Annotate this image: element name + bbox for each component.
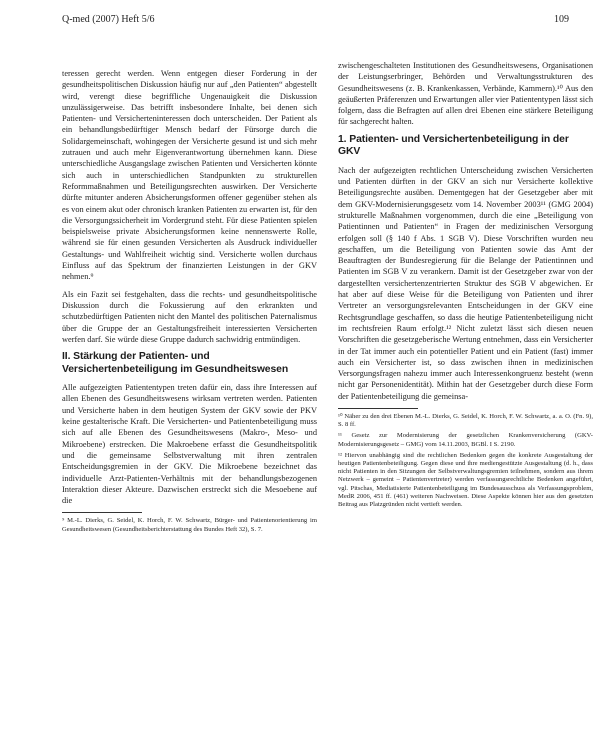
right-paragraph-2: Nach der aufgezeigten rechtlichen Unterscheidung zwischen Versicherten und Patienten dürften in der GKV an sich nur Versicherte kollektive Beteiligungsrechte ausüben. Dementgegen hat der Gesetzgeber aber mit dem GKV-Modernisierungsgesetz vom 14. November 2003¹¹ (GMG 2004) strukturelle Maßnahmen vorgenommen, durch die eine „Beteiligung von Patientinnen und Patienten“ in Fragen der medizinischen Versorgung erfolgen soll (§ 140 f Abs. 1 SGB V). Diese Vorschriften wurden neu geschaffen, um die Beteiligung von Patienten sowie das Amt der Beauftragten der Bundesregierung für die Belange der Patientinnen und Patienten im SGB V zu verankern. Damit ist der Gesetzgeber zwar von der dargestellten versichertenzentrierten Struktur des SGB V abgewichen. Er hat aber auf diese Weise für die Beteiligung von Patienten und ihrer Vertreter an versorgungsrelevanten Entscheidungen in der GKV eine Rechtsgrundlage geschaffen, so dass die heutige Patientenbeteiligung nicht im rechtsfreien Raum erfolgt.¹² Nicht zuletzt lässt sich diesen neuen Vorschriften die gesetzgeberische Wertung entnehmen, dass ein Versicherter in der Tat immer auch ein potentieller Patient und ein Patient (fast) immer auch ein Versicherter ist, so dass zwischen ihnen in medizinischen Versorgungsfragen nahezu immer auch Interessenkongruenz besteht (wenn nicht gar Personenidentität). Mithin hat der Gesetzgeber durch diese Form der Patientenbeteiligung die gemeinsa-	[338, 165, 593, 401]
footnote-11: ¹¹ Gesetz zur Modernisierung der gesetzlichen Krankenversicherung (GKV-Modernisierungsgesetz – GMG) vom 14.11.2003, BGBl. I S. 2190.	[338, 432, 593, 448]
footnote-divider	[338, 408, 418, 409]
journal-citation: Q-med (2007) Heft 5/6	[62, 14, 155, 25]
footnote-12: ¹² Hiervon unabhängig sind die rechtlichen Bedenken gegen die konkrete Ausgestaltung der heutigen Patientenbeteiligung. Gegen diese und ihre mediengestützte Ausgestaltung (d. h., dass nicht Patienten in den Sitzungen der Selbstverwaltungsgremien teilnehmen, sondern aus ihrem Netzwerk – gemeint – Patientenvertreter) werden verfassungsrechtliche Bedenken angeführt, vgl. Pitschas, Mediatisierte Patientenbeteiligung im Bundesausschuss als Verfassungsproblem, MedR 2006, 451 ff. (461) weiteren Nachweisen. Diese Aspekte können hier aus den gesetzten Beitrag aus Platzgründen nicht vertieft werden.	[338, 451, 593, 509]
section-heading-1: 1. Patienten- und Versichertenbeteiligung in der GKV	[338, 133, 569, 158]
left-column	[62, 68, 317, 537]
footnote-10: ¹⁰ Näher zu den drei Ebenen M.-L. Dierks, G. Seidel, K. Horch, F. W. Schwartz, a. a. O. (Fn. 9), S. 8 ff.	[338, 413, 593, 429]
page-number: 109	[554, 14, 569, 25]
left-column-body	[62, 68, 317, 345]
left-paragraph-2: Als ein Fazit sei festgehalten, dass die rechts- und gesundheitspolitische Diskussion durch die Fokussierung auf den erkrankten und schutzbedürftigen Patienten nicht den Mantel des politischen Paternalismus über die Gruppe der an Gestaltungsfreiheit interessierten Versicherten werfen darf. Sie würde diese Gruppe dadurch sachwidrig entmündigen.	[62, 289, 317, 344]
right-footnotes	[338, 413, 593, 509]
footnote-9: ⁹ M.-L. Dierks, G. Seidel, K. Horch, F. W. Schwartz, Bürger- und Patientenorientierung im Gesundheitswesen (Gesundheitsberichterstattung des Bundes Heft 32), S. 7.	[62, 517, 317, 533]
left-paragraph-3: Alle aufgezeigten Patiententypen treten dafür ein, dass ihre Interessen auf allen Ebenen des Gesundheitswesens wirksam vertreten werden. Patienten und Versicherte haben in dem heutigen System der GKV sowie der PKV keine gestalterische Kraft. Die Versicherten- und Patientenbeteiligung muss sich auf alle Ebenen des Gesundheitswesens (Makro-, Meso- und Mikroebene) erstrecken. Die Makroebene erfasst die Gesundheitspolitik und die gemeinsame Selbstverwaltung mit ihren zentralen Entscheidungsgremien in der GKV. Die Mikroebene bezeichnet das individuelle Arzt-Patienten-Verhältnis mit der behandlungsbezogenen Interaktion dieser Akteure. Dazwischen erstreckt sich die Mesoebene auf die	[62, 383, 317, 506]
section-heading-ii: II. Stärkung der Patienten- und Versichertenbeteiligung im Gesundheitswesen	[62, 351, 289, 375]
page-header	[62, 14, 569, 28]
left-paragraph-1: teressen gerecht werden. Wenn entgegen dieser Forderung in der gesundheitspolitischen Diskussion häufig nur auf „den Patienten“ abgestellt wird, verengt diese begriffliche Ungenauigkeit die Diskussion unzulässigerweise. Das betrifft insbesondere Inhalte, bei denen sich Patienten- und Versicherteninteressen doch unterscheiden. Der Patient als ein behandlungsbedürftiger Mensch bedarf der Fürsorge durch die Solidargemeinschaft, wohingegen der Versicherte gesund ist und sich mehr zutrauen und auch mehr Eigenverantwortung übernehmen kann. Diese unterschiedliche Ausgangslage zwischen Patienten und Versicherten könnte sich auch in unterschiedlichen Standpunkten zu strukturellen Reformmaßnahmen und Beteiligungsrechten auswirken. Der Versicherte dürfte mitunter anderen Absicherungsformen offener gegenüber stehen als es von einem akut oder chronisch kranken Patienten zu erwarten ist, für den die Versorgungssicherheit im Vordergrund steht. Für diese Patienten spielen beispielsweise private Absicherungsformen keine nennenswerte Rolle, während sie für einen gesunden Versicherten als Ausdruck individueller Gestaltungs- und Wahlfreiheit wichtig sind. Versicherte wollen durchaus Einfluss auf das Spektrum der finanzierten Leistungen in der GKV nehmen.⁹	[62, 69, 317, 282]
right-column	[338, 60, 593, 512]
left-footnotes	[62, 517, 317, 533]
footnote-divider	[62, 512, 142, 513]
right-paragraph-1: zwischengeschalteten Institutionen des Gesundheitswesens, Organisationen der Leistungserbringer, Behörden und Verwaltungsstrukturen des Gesundheitswesens (z. B. Krankenkassen, Verbände, Kammern).¹⁰ Aus den geäußerten Präferenzen und Erwartungen aller vier Patiententypen lässt sich folgern, dass die Befragten auf allen drei Ebenen eine stärkere Beteiligung für sachgerecht halten.	[338, 61, 593, 127]
